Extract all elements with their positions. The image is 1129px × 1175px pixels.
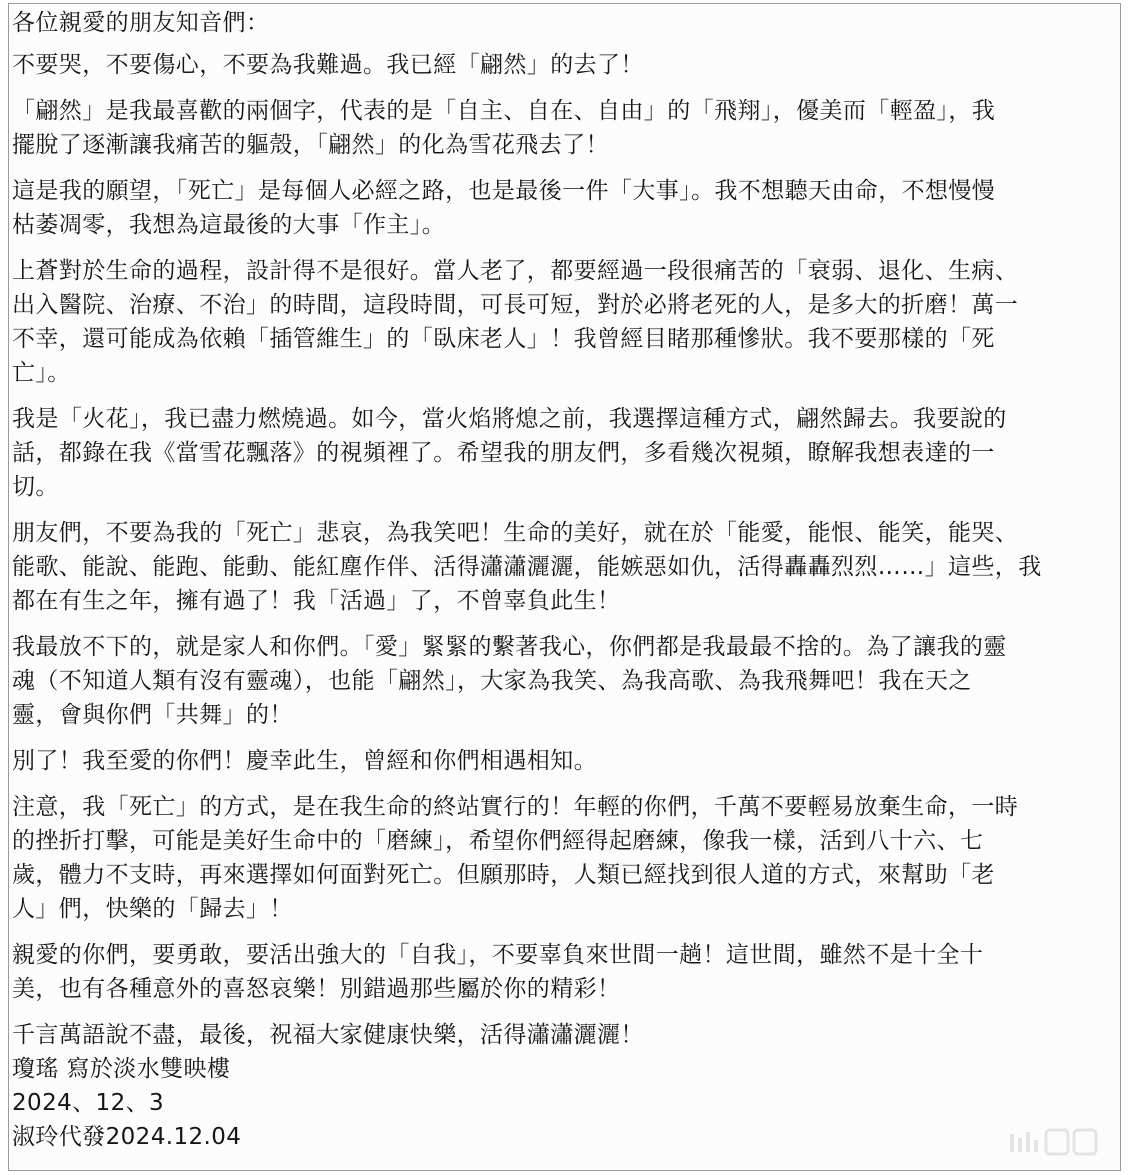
paragraph-3: 這是我的願望，「死亡」是每個人必經之路，也是最後一件「大事」。我不想聽天由命，不想慢慢 枯萎凋零，我想為這最後的大事「作主」。 <box>12 178 996 238</box>
letter-page <box>8 3 1121 1171</box>
paragraph-1: 不要哭，不要傷心，不要為我難過。我已經「翩然」的去了！ <box>12 52 644 78</box>
letter-greeting: 各位親愛的朋友知音們： <box>12 10 270 36</box>
paragraph-7: 我最放不下的，就是家人和你們。「愛」緊緊的繫著我心，你們都是我最最不捨的。為了讓我的靈 魂（不知道人類有沒有靈魂），也能「翩然」，大家為我笑、為我高歌、為我飛舞吧！我在天之 靈，會與你們「共舞」的！ <box>12 634 1007 728</box>
signature-date: 2024、12、3 <box>12 1090 165 1116</box>
letter-body <box>12 6 1116 1154</box>
paragraph-11: 千言萬語說不盡，最後，祝福大家健康快樂，活得瀟瀟灑灑！ <box>12 1022 644 1048</box>
paragraph-4: 上蒼對於生命的過程，設計得不是很好。當人老了，都要經過一段很痛苦的「衰弱、退化、生病、 出入醫院、治療、不治」的時間，這段時間，可長可短，對於必將老死的人，是多大的折磨！萬一 不幸，還可能成為依賴「插管維生」的「臥床老人」！我曾經目睹那種慘狀。我不要那樣的「死 亡」。 <box>12 258 1019 386</box>
paragraph-5: 我是「火花」，我已盡力燃燒過。如今，當火焰將熄之前，我選擇這種方式，翩然歸去。我要說的 話，都錄在我《當雪花飄落》的視頻裡了。希望我的朋友們，多看幾次視頻，瞭解我想表達的一 切。 <box>12 406 1007 500</box>
paragraph-2: 「翩然」是我最喜歡的兩個字，代表的是「自主、自在、自由」的「飛翔」，優美而「輕盈」，我 擺脫了逐漸讓我痛苦的軀殼，「翩然」的化為雪花飛去了！ <box>12 98 996 158</box>
paragraph-6: 朋友們，不要為我的「死亡」悲哀，為我笑吧！生命的美好，就在於「能愛，能恨、能笑，能哭、 能歌、能說、能跑、能動、能紅塵作伴、活得瀟瀟灑灑，能嫉惡如仇，活得轟轟烈烈……」這些，我 都在有生之年，擁有過了！我「活過」了，不曾辜負此生！ <box>12 520 1042 614</box>
paragraph-10: 親愛的你們，要勇敢，要活出強大的「自我」，不要辜負來世間一趟！這世間，雖然不是十全十 美，也有各種意外的喜怒哀樂！別錯過那些屬於你的精彩！ <box>12 942 984 1002</box>
paragraph-8: 別了！我至愛的你們！慶幸此生，曾經和你們相遇相知。 <box>12 748 597 774</box>
paragraph-9: 注意，我「死亡」的方式，是在我生命的終站實行的！年輕的你們，千萬不要輕易放棄生命，一時 的挫折打擊，可能是美好生命中的「磨練」，希望你們經得起磨練，像我一樣，活到八十六、七 歲，體力不支時，再來選擇如何面對死亡。但願那時，人類已經找到很人道的方式，來幫助「老 人」們，快樂的「歸去」！ <box>12 794 1019 922</box>
signature-line: 瓊瑤 寫於淡水雙映樓 <box>12 1056 231 1082</box>
watermark-logo-icon <box>1008 1128 1098 1158</box>
sent-by-line: 淑玲代發2024.12.04 <box>12 1124 242 1150</box>
